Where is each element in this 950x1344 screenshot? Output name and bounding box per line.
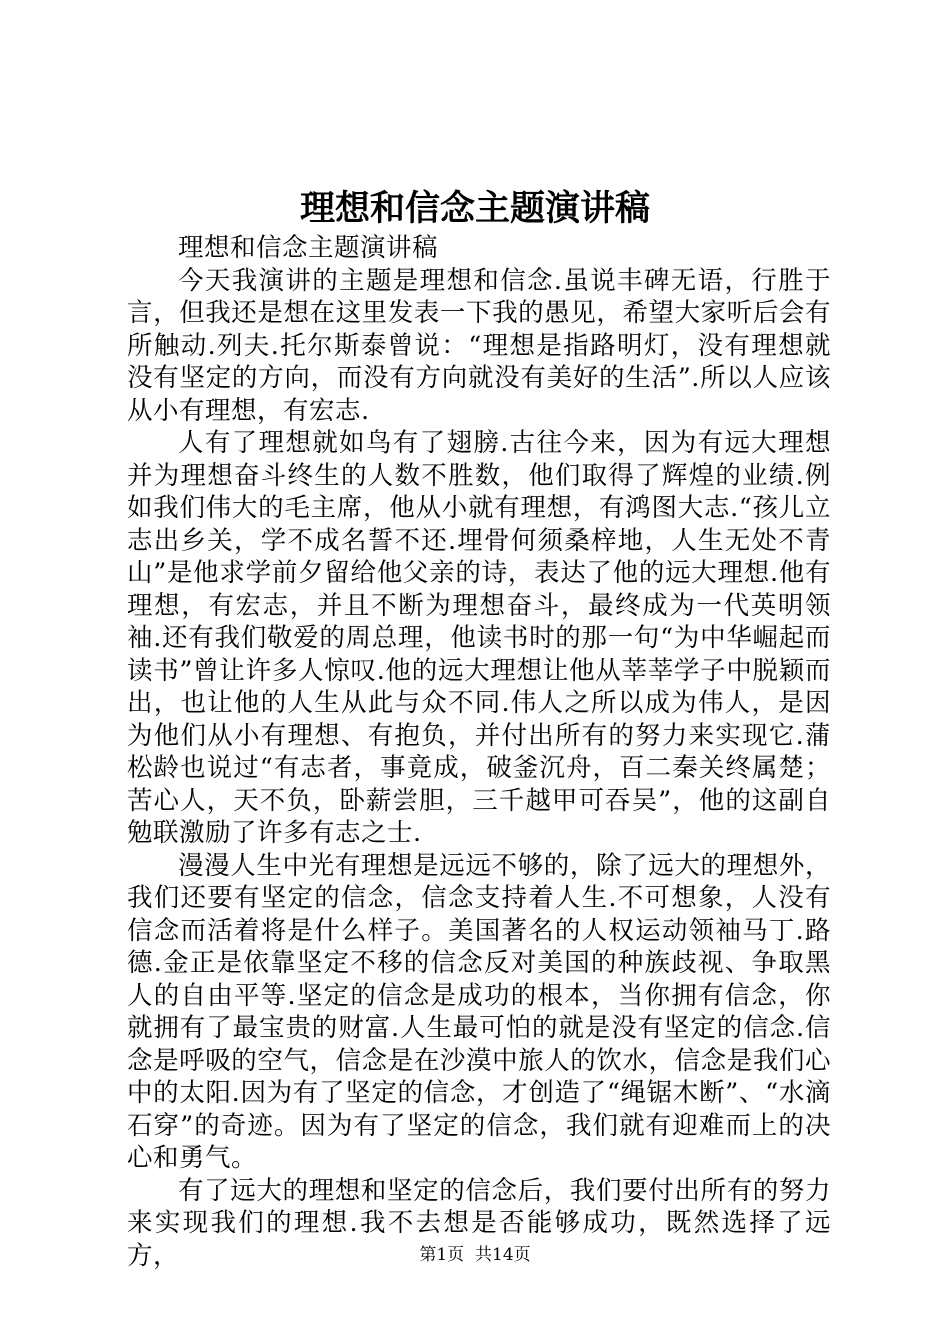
document-title: 理想和信念主题演讲稿 xyxy=(299,188,650,229)
page-total: 共14页 xyxy=(475,1245,531,1265)
paragraph: 漫漫人生中光有理想是远远不够的，除了远大的理想外，我们还要有坚定的信念，信念支持着人生.不可想象，人没有信念而活着将是什么样子。美国著名的人权运动领袖马丁.路德.金正是依靠坚定不移的信念反对美国的种族歧视、争取黑人的自由平等.坚定的信念是成功的根本，当你拥有信念，你就拥有了最宝贵的财富.人生最可怕的就是没有坚定的信念.信念是呼吸的空气，信念是在沙漠中旅人的饮水，信念是我们心中的太阳.因为有了坚定的信念，才创造了“绳锯木断”、“水滴石穿”的奇迹。因为有了坚定的信念，我们就有迎难而上的决心和勇气。 xyxy=(127,850,831,1173)
page-number: 第1页 xyxy=(419,1245,465,1265)
paragraph-subtitle: 理想和信念主题演讲稿 xyxy=(178,233,439,263)
paragraph: 有了远大的理想和坚定的信念后，我们要付出所有的努力来实现我们的理想.我不去想是否能够成功，既然选择了远方， xyxy=(127,1175,831,1271)
page-footer xyxy=(0,1243,950,1267)
document-body xyxy=(127,232,831,1272)
paragraph: 人有了理想就如鸟有了翅膀.古往今来，因为有远大理想并为理想奋斗终生的人数不胜数，他们取得了辉煌的业绩.例如我们伟大的毛主席，他从小就有理想，有鸿图大志.“孩儿立志出乡关，学不成名誓不还.埋骨何须桑梓地，人生无处不青山”是他求学前夕留给他父亲的诗，表达了他的远大理想.他有理想，有宏志，并且不断为理想奋斗，最终成为一代英明领袖.还有我们敬爱的周总理，他读书时的那一句“为中华崛起而读书”曾让许多人惊叹.他的远大理想让他从莘莘学子中脱颖而出，也让他的人生从此与众不同.伟人之所以成为伟人，是因为他们从小有理想、有抱负，并付出所有的努力来实现它.蒲松龄也说过“有志者，事竟成，破釜沉舟，百二秦关终属楚；苦心人，天不负，卧薪尝胆，三千越甲可吞吴”，他的这副自勉联激励了许多有志之士. xyxy=(127,428,831,848)
paragraph: 今天我演讲的主题是理想和信念.虽说丰碑无语，行胜于言，但我还是想在这里发表一下我的愚见，希望大家听后会有所触动.列夫.托尔斯泰曾说：“理想是指路明灯，没有理想就没有坚定的方向，而没有方向就没有美好的生活”.所以人应该从小有理想，有宏志. xyxy=(127,265,831,426)
